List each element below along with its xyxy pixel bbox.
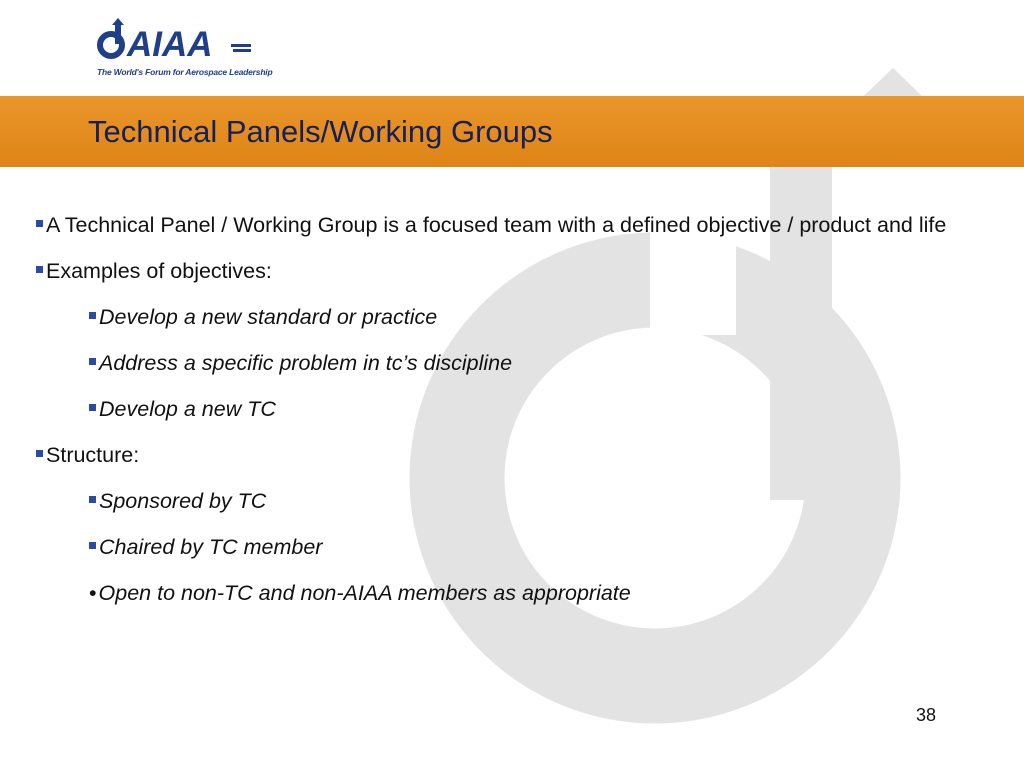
page-number: 38 <box>916 705 937 725</box>
bullet-text: Open to non-TC and non-AIAA members as appropriate <box>98 581 631 605</box>
bullet-text: Examples of objectives: <box>46 259 272 283</box>
sub-bullet-item <box>89 302 956 333</box>
bullet-text: Chaired by TC member <box>99 535 323 559</box>
aiaa-logo-mark <box>95 18 255 62</box>
bullet-text: Develop a new TC <box>99 397 276 421</box>
square-bullet-icon <box>36 266 43 273</box>
slide-content <box>36 210 956 624</box>
square-bullet-icon <box>89 404 96 411</box>
bullet-text: Structure: <box>46 443 140 467</box>
bullet-item <box>36 440 956 471</box>
title-bar <box>0 96 1024 167</box>
slide-title: Technical Panels/Working Groups <box>88 114 553 149</box>
square-bullet-icon <box>89 312 96 319</box>
bullet-text: Sponsored by TC <box>99 489 267 513</box>
square-bullet-icon <box>89 496 96 503</box>
bullet-text: Address a specific problem in tc’s discipline <box>99 351 513 375</box>
dot-bullet-icon: • <box>89 581 97 605</box>
square-bullet-icon <box>36 220 43 227</box>
aiaa-logo <box>95 18 273 80</box>
sub-bullet-item <box>89 532 956 563</box>
sub-bullet-item <box>89 348 956 379</box>
bullet-item <box>36 256 956 287</box>
sub-bullet-item <box>89 394 956 425</box>
square-bullet-icon <box>89 358 96 365</box>
bullet-item <box>36 210 956 241</box>
sub-bullet-item <box>89 578 956 609</box>
bullet-text: Develop a new standard or practice <box>99 305 438 329</box>
aiaa-wordmark: AIAA <box>127 25 213 62</box>
sub-bullet-item <box>89 486 956 517</box>
aiaa-tagline: The World's Forum for Aerospace Leadership <box>97 67 273 77</box>
bullet-text: A Technical Panel / Working Group is a focused team with a defined objective / product and life <box>46 213 947 237</box>
square-bullet-icon <box>36 450 43 457</box>
square-bullet-icon <box>89 542 96 549</box>
